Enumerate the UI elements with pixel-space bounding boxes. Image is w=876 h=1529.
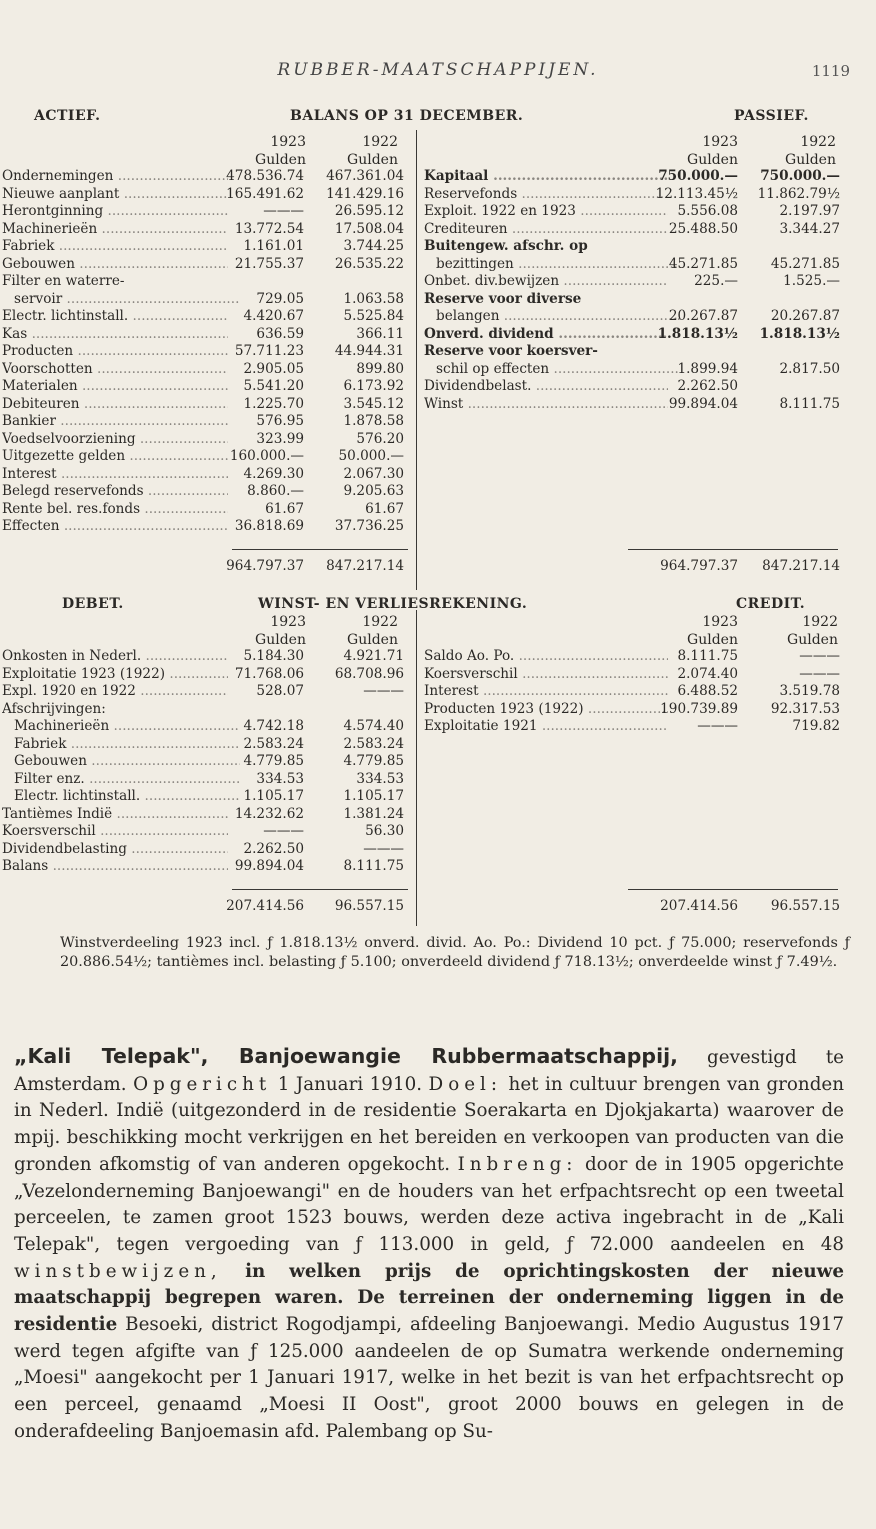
value-1922: 44.944.31 [334,343,404,359]
year-col-1923: 1923 [702,614,738,630]
value-1922: 1.525.— [783,273,840,289]
value-1922: ——— [363,683,404,699]
row-label: Reserve voor koersver- [424,343,598,359]
row-label: Winst ..... [424,396,668,413]
value-1922: 1.063.58 [343,290,404,307]
winstbewijzen-label: winstbewijzen, [14,1260,222,1282]
profit-loss-account [0,596,876,926]
passief-label: PASSIEF. [734,108,809,124]
value-1922: 68.708.96 [334,665,404,682]
total-rule [628,549,838,550]
credit-label: CREDIT. [736,596,806,612]
value-1923: 334.53 [256,770,304,787]
value-1923: 636.59 [256,325,304,342]
row-label: Balans ..... [2,858,228,875]
row-label: Koersverschil ..... [424,666,668,683]
value-1923: 45.271.85 [668,255,738,272]
unit-label: Gulden [255,632,306,648]
total-debet-1922: 96.557.15 [334,898,404,914]
row-label: Expl. 1920 en 1922 ..... [2,683,228,700]
row-label: Fabriek ..... [14,736,240,753]
total-rule [232,889,408,890]
total-rule [628,889,838,890]
row-label: Tantièmes Indië ..... [2,806,228,823]
value-1923: 13.772.54 [234,220,304,237]
value-1922: 4.921.71 [343,648,404,664]
value-1922: ——— [363,840,404,857]
total-actief-1922: 847.217.14 [326,558,404,574]
doel-label: Doel: [428,1073,503,1095]
value-1923: ——— [697,718,738,734]
value-1922: 11.862.79½ [757,185,840,202]
opgericht-label: Opgericht [133,1073,272,1095]
value-1922: 26.535.22 [334,255,404,272]
total-credit-1923: 207.414.56 [660,898,738,914]
value-1923: 5.184.30 [243,648,304,664]
row-label: Voorschotten ..... [2,361,228,378]
opgericht-date: 1 Januari 1910. [277,1073,423,1095]
value-1922: 2.197.97 [779,203,840,219]
unit-label: Gulden [347,632,398,648]
value-1923: 5.541.20 [243,378,304,394]
row-label: bezittingen ..... [436,256,680,273]
value-1923: 99.894.04 [668,395,738,412]
value-1922: 366.11 [356,325,404,342]
row-label: Onkosten in Nederl. ..... [2,648,228,665]
value-1923: 165.491.62 [226,185,304,202]
value-1923: 1.899.94 [677,360,738,377]
value-1922: 3.344.27 [779,220,840,237]
unit-label: Gulden [687,152,738,168]
value-1923: 478.536.74 [226,168,304,184]
company-heading: „Kali Telepak", Banjoewangie Rubbermaatschappij, [14,1044,678,1068]
value-1922: 141.429.16 [326,185,404,202]
value-1922: 2.817.50 [779,360,840,377]
value-1922: 467.361.04 [326,168,404,184]
value-1922: 17.508.04 [334,220,404,237]
inbreng-label: Inbreng: [457,1153,578,1175]
row-label: Electr. lichtinstall. ..... [14,788,240,805]
value-1923: 1.225.70 [243,395,304,412]
value-1923: 225.— [694,273,738,289]
value-1922: 61.67 [365,500,404,517]
column-divider [416,130,417,590]
row-label: Exploitatie 1921 ..... [424,718,668,735]
row-label: servoir ..... [14,291,240,308]
year-col-1923: 1923 [702,134,738,150]
prijs-text: in welken prijs de oprichtingskosten der nieuwe maatschappij begrepen waren. De terreinen der onderneming liggen in de residentie [14,1260,845,1336]
value-1922: 26.595.12 [334,203,404,219]
row-label: Onverd. dividend ..... [424,326,668,343]
value-1923: 729.05 [256,290,304,307]
row-label: Uitgezette gelden ..... [2,448,228,465]
value-1923: 99.894.04 [234,858,304,874]
value-1922: 4.779.85 [343,753,404,769]
value-1923: 1.818.13½ [657,325,738,342]
value-1923: 57.711.23 [234,343,304,359]
value-1923: 4.779.85 [243,753,304,769]
value-1922: 92.317.53 [770,700,840,717]
value-1923: 2.583.24 [243,735,304,752]
row-label: Producten 1923 (1922) ..... [424,701,668,718]
row-label: Gebouwen ..... [2,256,228,273]
unit-label: Gulden [787,632,838,648]
total-debet-1923: 207.414.56 [226,898,304,914]
value-1923: ——— [263,823,304,839]
unit-label: Gulden [347,152,398,168]
value-1923: 14.232.62 [234,805,304,822]
value-1923: 36.818.69 [234,518,304,534]
value-1923: 750.000.— [658,168,738,184]
doel-text: het in cultuur brengen van gronden in Nederl. Indië (uitgezonderd in de residentie Soerakarta en Djokjakarta) waarover de mpij. beschikking mocht verkrijgen en het bereiden en verkoopen van producten van die gronden afkomstig of van anderen opgekocht. [14,1073,844,1175]
value-1922: 576.20 [356,430,404,447]
row-label: Belegd reservefonds ..... [2,483,228,500]
row-label: Materialen ..... [2,378,228,395]
row-label: Electr. lichtinstall. ..... [2,308,228,325]
value-1923: 2.262.50 [243,840,304,857]
total-passief-1922: 847.217.14 [762,558,840,574]
year-col-1922: 1922 [362,614,398,630]
value-1923: 1.105.17 [243,788,304,804]
value-1922: 899.80 [356,360,404,377]
total-credit-1922: 96.557.15 [770,898,840,914]
company-description [14,1043,844,1446]
value-1923: ——— [263,203,304,219]
company-seat: gevestigd te Amsterdam. [14,1047,844,1095]
balance-sheet [0,108,876,588]
unit-label: Gulden [785,152,836,168]
value-1923: 1.161.01 [243,238,304,254]
row-label: Exploit. 1922 en 1923 ..... [424,203,668,220]
value-1922: 334.53 [356,770,404,787]
row-label: Buitengew. afschr. op [424,238,588,254]
value-1923: 323.99 [256,430,304,447]
value-1922: ——— [799,648,840,664]
value-1922: 1.381.24 [343,805,404,822]
row-label: Dividendbelasting ..... [2,841,228,858]
row-label: Saldo Ao. Po. ..... [424,648,668,665]
row-label: Kas ..... [2,326,228,343]
value-1922: 56.30 [365,823,404,839]
page-number: 1119 [811,62,850,80]
row-label: Machinerieën ..... [2,221,228,238]
row-label: Interest ..... [424,683,668,700]
row-label: Ondernemingen ..... [2,168,228,185]
value-1923: 71.768.06 [234,665,304,682]
value-1923: 4.420.67 [243,308,304,324]
row-label: Machinerieën ..... [14,718,240,735]
column-divider [416,610,417,926]
row-label: Reserve voor diverse [424,290,582,307]
value-1922: 6.173.92 [343,378,404,394]
value-1922: 8.111.75 [343,858,404,874]
total-passief-1923: 964.797.37 [660,558,738,574]
row-label: Nieuwe aanplant ..... [2,186,228,203]
row-label: Interest ..... [2,466,228,483]
unit-label: Gulden [687,632,738,648]
row-label: Afschrijvingen: [2,700,106,717]
running-title: RUBBER-MAATSCHAPPIJEN. [277,60,599,80]
value-1922: 1.878.58 [343,413,404,429]
value-1922: 50.000.— [338,448,404,464]
row-label: Herontginning ..... [2,203,228,220]
row-label: Effecten ..... [2,518,228,535]
row-label: Gebouwen ..... [14,753,240,770]
value-1923: 2.262.50 [677,378,738,394]
value-1922: 1.818.13½ [759,325,840,342]
value-1922: 750.000.— [760,168,840,184]
value-1923: 528.07 [256,683,304,699]
value-1923: 8.860.— [247,483,304,499]
row-label: Fabriek ..... [2,238,228,255]
row-label: Crediteuren ..... [424,221,668,238]
row-label: Koersverschil ..... [2,823,228,840]
value-1922: 3.744.25 [343,238,404,254]
value-1923: 160.000.— [229,448,304,464]
value-1922: 4.574.40 [343,718,404,734]
value-1923: 2.905.05 [243,360,304,377]
row-label: Kapitaal ..... [424,168,668,185]
value-1923: 2.074.40 [677,665,738,682]
value-1922: 2.067.30 [343,465,404,482]
value-1923: 25.488.50 [668,220,738,237]
total-rule [232,549,408,550]
value-1923: 190.739.89 [660,700,738,717]
value-1922: 719.82 [792,718,840,734]
value-1923: 20.267.87 [668,308,738,324]
row-label: Filter en waterre- [2,273,125,289]
value-1922: 8.111.75 [779,395,840,412]
value-1922: 3.545.12 [343,395,404,412]
row-label: Bankier ..... [2,413,228,430]
value-1922: 3.519.78 [779,683,840,699]
value-1923: 5.556.08 [677,203,738,219]
value-1923: 576.95 [256,413,304,429]
year-col-1922: 1922 [362,134,398,150]
value-1923: 6.488.52 [677,683,738,699]
year-col-1922: 1922 [800,134,836,150]
row-label: belangen ..... [436,308,680,325]
row-label: Producten ..... [2,343,228,360]
value-1922: 1.105.17 [343,788,404,804]
value-1923: 8.111.75 [677,648,738,664]
row-label: Onbet. div.bewijzen ..... [424,273,668,290]
row-label: Exploitatie 1923 (1922) ..... [2,666,228,683]
unit-label: Gulden [255,152,306,168]
value-1922: 20.267.87 [770,308,840,324]
balance-title: BALANS OP 31 DECEMBER. [290,108,524,124]
page-header [0,60,876,88]
value-1923: 61.67 [265,500,304,517]
year-col-1923: 1923 [270,134,306,150]
value-1923: 21.755.37 [234,255,304,272]
row-label: Dividendbelast. ..... [424,378,668,395]
row-label: Voedselvoorziening ..... [2,431,228,448]
row-label: Rente bel. res.fonds ..... [2,501,228,518]
value-1922: 9.205.63 [343,483,404,499]
value-1922: 45.271.85 [770,255,840,272]
year-col-1922: 1922 [802,614,838,630]
year-col-1923: 1923 [270,614,306,630]
inbreng-text: door de in 1905 opgerichte „Vezelonderneming Banjoewangi" en de houders van het erfpachtsrecht op een tweetal perceelen, te zamen groot 1523 bouws, werden deze activa ingebracht in de „Kali Telepak", tegen vergoeding van ƒ 113.000 in geld, ƒ 72.000 aandeelen en 48 [14,1153,844,1255]
profit-loss-title: WINST- EN VERLIESREKENING. [258,596,528,612]
value-1923: 4.269.30 [243,465,304,482]
row-label: Filter enz. ..... [14,771,240,788]
row-label: schil op effecten ..... [436,361,680,378]
debet-label: DEBET. [62,596,124,612]
profit-distribution-note: Winstverdeeling 1923 incl. ƒ 1.818.13½ onverd. divid. Ao. Po.: Dividend 10 pct. ƒ 75.000; reservefonds ƒ 20.886.54½; tantièmes incl. belasting ƒ 5.100; onverdeeld dividend ƒ 718.13½; onverdeelde winst ƒ 7.49½. [60,935,850,970]
value-1922: 37.736.25 [334,518,404,534]
value-1922: 2.583.24 [343,735,404,752]
value-1922: ——— [799,665,840,682]
value-1922: 5.525.84 [343,308,404,324]
row-label: Debiteuren ..... [2,396,228,413]
value-1923: 4.742.18 [243,718,304,734]
actief-label: ACTIEF. [34,108,101,124]
row-label: Reservefonds ..... [424,186,668,203]
total-actief-1923: 964.797.37 [226,558,304,574]
location-text: Besoeki, district Rogodjampi, afdeeling Banjoewangi. Medio Augustus 1917 werd tegen afgifte van ƒ 125.000 aandeelen de op Sumatra werkende onderneming „Moesi" aangekocht per 1 Januari 1917, welke in het bezit is van het erfpachtsrecht op een perceel, genaamd „Moesi II Oost", groot 2000 bouws en gelegen in de onderafdeeling Banjoemasin afd. Palembang op Su- [14,1314,845,1442]
value-1923: 12.113.45½ [655,185,738,202]
